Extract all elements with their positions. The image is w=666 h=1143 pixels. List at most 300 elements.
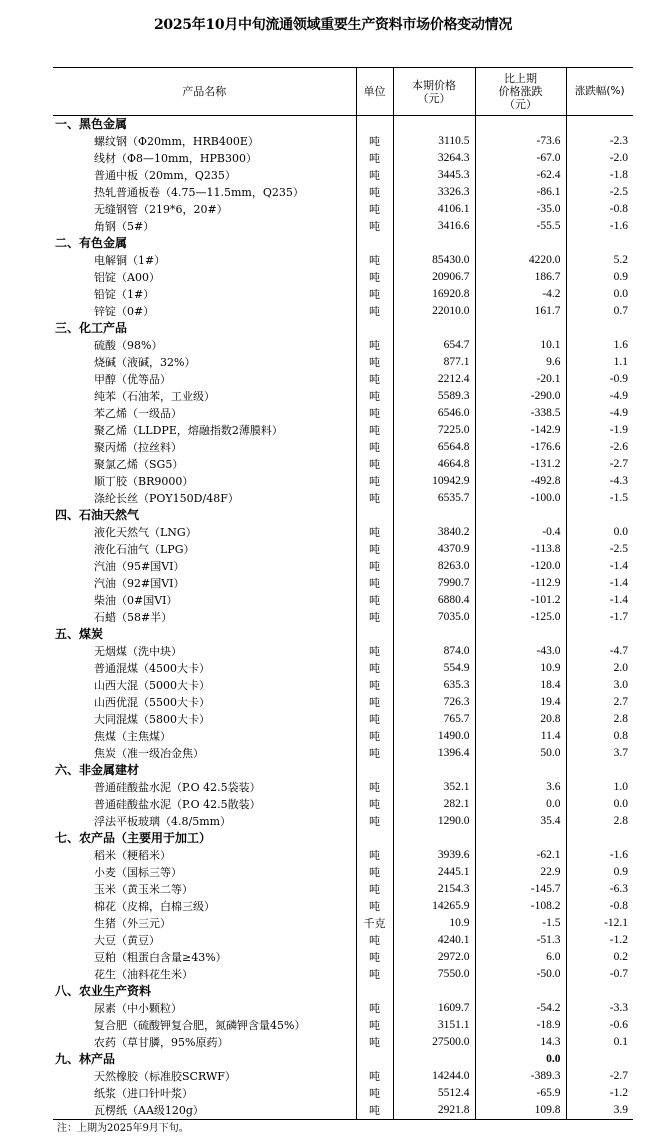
change-percent-cell: -2.7 [566,456,633,473]
table-row [53,524,633,541]
current-price-cell: 8263.0 [393,558,475,575]
category-change-cell [475,235,566,252]
current-price-cell: 6535.7 [393,490,475,507]
change-percent-cell: -0.8 [566,898,633,915]
change-percent-cell: -1.2 [566,1085,633,1102]
price-change-cell: -65.9 [475,1085,566,1102]
price-change-cell: 10.1 [475,337,566,354]
table-row [53,218,633,235]
header-unit: 单位 [356,68,393,116]
current-price-cell: 14244.0 [393,1068,475,1085]
price-change-cell: -120.0 [475,558,566,575]
price-table [53,67,633,1120]
price-change-cell: -43.0 [475,643,566,660]
unit-cell: 吨 [356,252,393,269]
product-name: 大豆（黄豆） [94,934,160,947]
category-price-cell [393,235,475,252]
price-change-cell: -35.0 [475,201,566,218]
table-row [53,269,633,286]
price-change-cell: -62.1 [475,847,566,864]
table-row [53,949,633,966]
product-name: 线材（Φ8—10mm，HPB300） [94,152,257,165]
change-percent-cell: -4.3 [566,473,633,490]
price-change-cell: -176.6 [475,439,566,456]
current-price-cell: 3840.2 [393,524,475,541]
table-row [53,915,633,932]
change-percent-cell: -0.6 [566,1017,633,1034]
table-row [53,558,633,575]
price-change-cell: -55.5 [475,218,566,235]
category-unit-cell [356,626,393,643]
price-change-cell: 22.9 [475,864,566,881]
unit-cell: 吨 [356,218,393,235]
current-price-cell: 352.1 [393,779,475,796]
category-unit-cell [356,507,393,524]
unit-cell: 吨 [356,1034,393,1051]
current-price-cell: 4370.9 [393,541,475,558]
category-unit-cell [356,830,393,847]
current-price-cell: 1609.7 [393,1000,475,1017]
current-price-cell: 3445.3 [393,167,475,184]
current-price-cell: 7035.0 [393,609,475,626]
product-name: 纯苯（石油苯，工业级） [94,390,215,403]
current-price-cell: 3264.3 [393,150,475,167]
change-percent-cell: -2.0 [566,150,633,167]
price-change-cell: -389.3 [475,1068,566,1085]
unit-cell: 吨 [356,728,393,745]
price-change-cell: -101.2 [475,592,566,609]
change-percent-cell: 3.9 [566,1102,633,1120]
current-price-cell: 2154.3 [393,881,475,898]
table-row [53,303,633,320]
product-name: 瓦楞纸（AA级120g） [94,1104,204,1117]
price-change-cell: -86.1 [475,184,566,201]
price-change-cell: 0.0 [475,796,566,813]
footnote: 注：上期为2025年9月下旬。 [57,1123,189,1134]
header-current-price [393,68,475,116]
product-name: 生猪（外三元） [94,917,171,930]
unit-cell: 吨 [356,1017,393,1034]
price-change-cell: 109.8 [475,1102,566,1120]
category-price-cell [393,507,475,524]
change-percent-cell: -1.9 [566,422,633,439]
table-row [53,439,633,456]
unit-cell: 吨 [356,1068,393,1085]
current-price-cell: 1290.0 [393,813,475,830]
unit-cell: 吨 [356,150,393,167]
product-name: 棉花（皮棉，白棉三级） [94,900,215,913]
product-name: 柴油（0#国VI） [94,594,178,607]
price-change-cell: 20.8 [475,711,566,728]
table-row [53,1102,633,1120]
product-name: 大同混煤（5800大卡） [94,713,210,726]
category-row [53,320,633,337]
current-price-cell: 16920.8 [393,286,475,303]
unit-cell: 吨 [356,337,393,354]
change-percent-cell: 1.6 [566,337,633,354]
change-percent-cell: 0.0 [566,524,633,541]
table-row [53,813,633,830]
header-current-price-line2: （元） [417,91,451,105]
category-price-cell [393,116,475,134]
table-row [53,1085,633,1102]
change-percent-cell: -1.4 [566,575,633,592]
change-percent-cell: 1.0 [566,779,633,796]
product-name: 液化天然气（LNG） [94,526,197,539]
current-price-cell: 765.7 [393,711,475,728]
unit-cell: 吨 [356,694,393,711]
category-row [53,830,633,847]
table-row [53,694,633,711]
price-change-cell: 50.0 [475,745,566,762]
category-label: 三、化工产品 [55,321,128,335]
category-change-cell [475,116,566,134]
unit-cell: 吨 [356,133,393,150]
price-change-cell: -62.4 [475,167,566,184]
product-name: 普通硅酸盐水泥（P.O 42.5袋装） [94,781,261,794]
unit-cell: 吨 [356,677,393,694]
product-name: 涤纶长丝（POY150D/48F） [94,492,239,505]
current-price-cell: 554.9 [393,660,475,677]
unit-cell: 吨 [356,167,393,184]
unit-cell: 吨 [356,1000,393,1017]
table-row [53,354,633,371]
current-price-cell: 635.3 [393,677,475,694]
unit-cell: 吨 [356,524,393,541]
product-name: 山西优混（5500大卡） [94,696,210,709]
product-name: 普通中板（20mm，Q235） [94,169,236,182]
price-change-cell: 161.7 [475,303,566,320]
header-price-change [475,68,566,116]
current-price-cell: 4240.1 [393,932,475,949]
unit-cell: 吨 [356,949,393,966]
product-name: 聚乙烯（LLDPE，熔融指数2薄膜料） [94,424,283,437]
current-price-cell: 10942.9 [393,473,475,490]
product-name: 无烟煤（洗中块） [94,645,182,658]
table-row [53,745,633,762]
price-change-cell: -18.9 [475,1017,566,1034]
category-row [53,1051,633,1068]
product-name: 普通硅酸盐水泥（P.O 42.5散装） [94,798,261,811]
category-pct-cell [566,626,633,643]
unit-cell: 吨 [356,269,393,286]
category-label: 二、有色金属 [55,236,128,250]
product-name: 汽油（92#国VI） [94,577,185,590]
table-row [53,286,633,303]
product-name: 花生（油料花生米） [94,968,193,981]
header-price-change-line1: 比上期 [504,72,537,85]
change-percent-cell: -3.3 [566,1000,633,1017]
product-name: 汽油（95#国VI） [94,560,185,573]
price-change-cell: 9.6 [475,354,566,371]
document-title: 2025年10月中旬流通领域重要生产资料市场价格变动情况 [153,17,513,33]
price-change-cell: -51.3 [475,932,566,949]
unit-cell: 吨 [356,643,393,660]
product-name: 稻米（粳稻米） [94,849,171,862]
price-change-cell: -142.9 [475,422,566,439]
table-row [53,643,633,660]
price-change-cell: -492.8 [475,473,566,490]
table-row [53,609,633,626]
category-row [53,507,633,524]
category-pct-cell [566,507,633,524]
category-change-cell: 0.0 [475,1051,566,1068]
category-label: 七、农产品（主要用于加工） [55,831,212,845]
product-name: 液化石油气（LPG） [94,543,195,556]
category-pct-cell [566,320,633,337]
change-percent-cell: -1.5 [566,490,633,507]
table-row [53,252,633,269]
category-label: 九、林产品 [55,1052,116,1066]
price-change-cell: -50.0 [475,966,566,983]
header-price-change-line3: （元） [504,98,537,111]
product-name: 烧碱（液碱，32%） [94,356,196,369]
unit-cell: 吨 [356,609,393,626]
category-unit-cell [356,983,393,1000]
category-pct-cell [566,235,633,252]
current-price-cell: 10.9 [393,915,475,932]
price-change-cell: 19.4 [475,694,566,711]
table-row [53,371,633,388]
category-label: 五、煤炭 [55,627,104,641]
unit-cell: 吨 [356,354,393,371]
unit-cell: 千克 [356,915,393,932]
table-row [53,473,633,490]
product-name: 普通混煤（4500大卡） [94,662,210,675]
current-price-cell: 874.0 [393,643,475,660]
change-percent-cell: -1.8 [566,167,633,184]
unit-cell: 吨 [356,966,393,983]
unit-cell: 吨 [356,184,393,201]
unit-cell: 吨 [356,711,393,728]
price-change-cell: 4220.0 [475,252,566,269]
change-percent-cell: -4.7 [566,643,633,660]
category-pct-cell [566,762,633,779]
unit-cell: 吨 [356,490,393,507]
price-change-cell: 14.3 [475,1034,566,1051]
table-row [53,728,633,745]
product-name: 纸浆（进口针叶浆） [94,1087,193,1100]
price-change-cell: 10.9 [475,660,566,677]
category-change-cell [475,983,566,1000]
change-percent-cell: -6.3 [566,881,633,898]
current-price-cell: 27500.0 [393,1034,475,1051]
current-price-cell: 877.1 [393,354,475,371]
unit-cell: 吨 [356,405,393,422]
change-percent-cell: 2.8 [566,813,633,830]
table-row [53,167,633,184]
product-name: 甲醇（优等品） [94,373,171,386]
category-change-cell [475,507,566,524]
current-price-cell: 7990.7 [393,575,475,592]
change-percent-cell: 0.1 [566,1034,633,1051]
table-row [53,660,633,677]
change-percent-cell: -2.5 [566,541,633,558]
unit-cell: 吨 [356,371,393,388]
category-price-cell [393,1051,475,1068]
table-row [53,1034,633,1051]
current-price-cell: 3151.1 [393,1017,475,1034]
current-price-cell: 654.7 [393,337,475,354]
price-change-cell: -145.7 [475,881,566,898]
current-price-cell: 7550.0 [393,966,475,983]
price-change-cell: -100.0 [475,490,566,507]
price-change-cell: -338.5 [475,405,566,422]
product-name: 螺纹钢（Φ20mm，HRB400E） [94,135,259,148]
change-percent-cell: 2.7 [566,694,633,711]
category-pct-cell [566,1051,633,1068]
header-current-price-line1: 本期价格 [412,78,456,92]
product-name: 聚氯乙烯（SG5） [94,458,184,471]
price-change-cell: 186.7 [475,269,566,286]
table-row [53,456,633,473]
product-name: 豆粕（粗蛋白含量≥43%） [94,951,227,964]
category-row [53,983,633,1000]
header-change-percent: 涨跌幅(%) [566,68,633,116]
change-percent-cell: -0.8 [566,201,633,218]
table-row [53,898,633,915]
change-percent-cell: 0.7 [566,303,633,320]
category-change-cell [475,830,566,847]
change-percent-cell: -1.6 [566,847,633,864]
table-row [53,864,633,881]
product-name: 浮法平板玻璃（4.8/5mm） [94,815,232,828]
price-change-cell: 3.6 [475,779,566,796]
product-name: 电解铜（1#） [94,254,166,267]
category-pct-cell [566,116,633,134]
unit-cell: 吨 [356,660,393,677]
table-row [53,779,633,796]
change-percent-cell: 2.8 [566,711,633,728]
current-price-cell: 3110.5 [393,133,475,150]
table-row [53,677,633,694]
price-change-cell: -125.0 [475,609,566,626]
price-change-cell: -108.2 [475,898,566,915]
unit-cell: 吨 [356,473,393,490]
current-price-cell: 2445.1 [393,864,475,881]
change-percent-cell: 0.9 [566,269,633,286]
change-percent-cell: -2.6 [566,439,633,456]
product-name: 山西大混（5000大卡） [94,679,210,692]
category-row [53,116,633,134]
change-percent-cell: -1.4 [566,558,633,575]
table-row [53,184,633,201]
unit-cell: 吨 [356,456,393,473]
category-row [53,762,633,779]
unit-cell: 吨 [356,1085,393,1102]
unit-cell: 吨 [356,388,393,405]
unit-cell: 吨 [356,201,393,218]
product-name: 角钢（5#） [94,220,155,233]
unit-cell: 吨 [356,864,393,881]
price-change-cell: -131.2 [475,456,566,473]
category-unit-cell [356,1051,393,1068]
change-percent-cell: 0.0 [566,286,633,303]
price-change-cell: -290.0 [475,388,566,405]
change-percent-cell: 0.9 [566,864,633,881]
table-row [53,337,633,354]
price-change-cell: -67.0 [475,150,566,167]
product-name: 尿素（中小颗粒） [94,1002,182,1015]
table-row [53,1068,633,1085]
price-change-cell: -54.2 [475,1000,566,1017]
unit-cell: 吨 [356,439,393,456]
product-name: 农药（草甘膦，95%原药） [94,1036,229,1049]
product-name: 硫酸（98%） [94,339,163,352]
current-price-cell: 20906.7 [393,269,475,286]
unit-cell: 吨 [356,1102,393,1120]
table-row [53,1000,633,1017]
current-price-cell: 2921.8 [393,1102,475,1120]
current-price-cell: 85430.0 [393,252,475,269]
category-label: 一、黑色金属 [55,117,128,131]
table-row [53,847,633,864]
unit-cell: 吨 [356,796,393,813]
unit-cell: 吨 [356,286,393,303]
category-price-cell [393,830,475,847]
table-row [53,796,633,813]
price-change-cell: 6.0 [475,949,566,966]
change-percent-cell: -1.4 [566,592,633,609]
product-name: 天然橡胶（标准胶SCRWF） [94,1070,236,1083]
change-percent-cell: 0.0 [566,796,633,813]
product-name: 苯乙烯（一级品） [94,407,182,420]
header-price-change-line2: 价格涨跌 [498,85,543,98]
change-percent-cell: 5.2 [566,252,633,269]
product-name: 铝锭（A00） [94,271,160,284]
current-price-cell: 1490.0 [393,728,475,745]
table-row [53,388,633,405]
price-change-cell: 35.4 [475,813,566,830]
table-row [53,133,633,150]
change-percent-cell: -2.7 [566,1068,633,1085]
table-row [53,150,633,167]
category-change-cell [475,626,566,643]
table-row [53,490,633,507]
product-name: 铅锭（1#） [94,288,155,301]
unit-cell: 吨 [356,422,393,439]
category-pct-cell [566,830,633,847]
current-price-cell: 6880.4 [393,592,475,609]
change-percent-cell: -2.3 [566,133,633,150]
product-name: 石蜡（58#半） [94,611,173,624]
unit-cell: 吨 [356,303,393,320]
current-price-cell: 14265.9 [393,898,475,915]
product-name: 玉米（黄玉米二等） [94,883,193,896]
change-percent-cell: -1.6 [566,218,633,235]
change-percent-cell: 0.8 [566,728,633,745]
product-name: 无缝钢管（219*6，20#） [94,203,228,216]
price-change-cell: -0.4 [475,524,566,541]
current-price-cell: 5589.3 [393,388,475,405]
product-name: 复合肥（硫酸钾复合肥，氮磷钾含量45%） [94,1019,306,1032]
price-change-cell: -20.1 [475,371,566,388]
unit-cell: 吨 [356,847,393,864]
unit-cell: 吨 [356,881,393,898]
unit-cell: 吨 [356,813,393,830]
category-row [53,626,633,643]
change-percent-cell: -12.1 [566,915,633,932]
current-price-cell: 5512.4 [393,1085,475,1102]
change-percent-cell: -4.9 [566,388,633,405]
table-body [53,116,633,1120]
table-row [53,575,633,592]
category-pct-cell [566,983,633,1000]
table-row [53,881,633,898]
unit-cell: 吨 [356,575,393,592]
change-percent-cell: 3.0 [566,677,633,694]
product-name: 顺丁胶（BR9000） [94,475,194,488]
